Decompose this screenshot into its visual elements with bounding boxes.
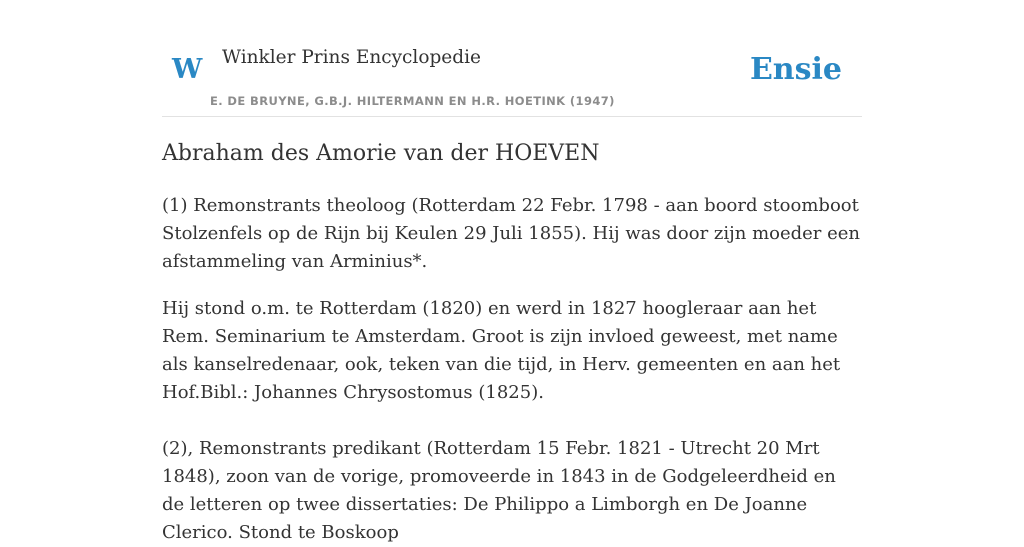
- article-paragraph: (1) Remonstrants theoloog (Rotterdam 22 Febr. 1798 - aan boord stoomboot Stolzenfels op de Rijn bij Keulen 29 Juli 1855). Hij was door zijn moeder een afstammeling van Arminius*.: [162, 195, 861, 272]
- article-title: Abraham des Amorie van der HOEVEN: [162, 141, 600, 166]
- brand-logo-link[interactable]: Ensie: [749, 52, 842, 87]
- article-paragraph: (2), Remonstrants predikant (Rotterdam 15 Febr. 1821 - Utrecht 20 Mrt 1848), zoon van de vorige, promoveerde in 1843 in de Godgeleerdheid en de letteren op twee dissertaties: De Philippo a Limborgh en De Joanne Clerico. Stond te Boskoop: [162, 438, 836, 543]
- article-paragraph: Hij stond o.m. te Rotterdam (1820) en werd in 1827 hoogleraar aan het Rem. Seminarium te Amsterdam. Groot is zijn invloed geweest, met name als kanselredenaar, ook, teken van die tijd, in Herv. gemeenten en aan het Hof.Bibl.: Johannes Chrysostomus (1825).: [162, 298, 841, 403]
- site-title-link[interactable]: Winkler Prins Encyclopedie: [222, 47, 481, 68]
- site-header: [162, 0, 862, 117]
- site-authors: E. DE BRUYNE, G.B.J. HILTERMANN EN H.R. HOETINK (1947): [210, 94, 615, 108]
- page: [162, 0, 862, 543]
- site-logo-icon[interactable]: W: [172, 54, 203, 85]
